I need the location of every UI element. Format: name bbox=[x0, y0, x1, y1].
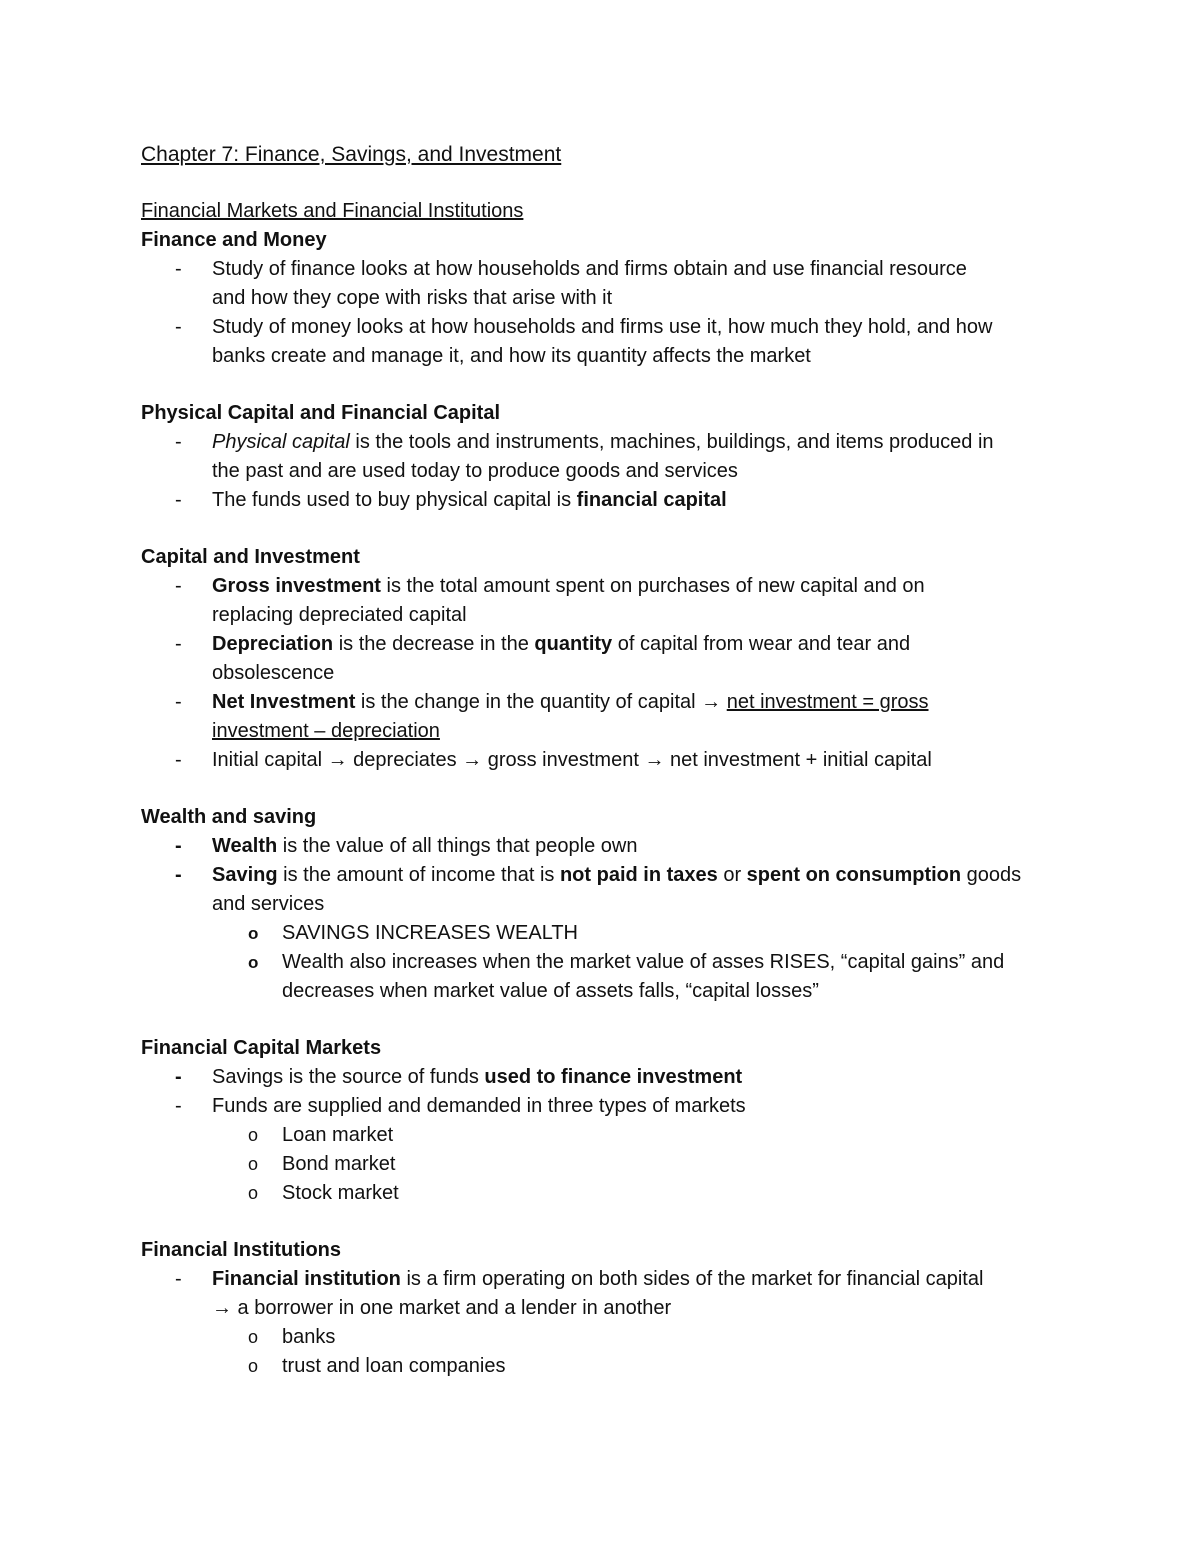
term-quantity: quantity bbox=[534, 633, 613, 655]
circle-marker: o bbox=[248, 1154, 259, 1174]
sub-bullet-bond-market: o Bond market bbox=[141, 1150, 1081, 1179]
dash-marker: - bbox=[175, 691, 182, 713]
bullet-financial-institution: - Financial institution is a firm operating on both sides of the market for financial capital bbox=[141, 1265, 1081, 1294]
sub-bullet-loan-market: o Loan market bbox=[141, 1121, 1081, 1150]
heading-capital-and-investment: Capital and Investment bbox=[141, 546, 360, 568]
bullet-continuation: replacing depreciated capital bbox=[212, 604, 467, 626]
dash-marker: - bbox=[175, 431, 182, 453]
sub-bullet-trust-and-loan: o trust and loan companies bbox=[141, 1352, 1081, 1381]
term-saving: Saving bbox=[212, 864, 278, 886]
dash-marker: - bbox=[175, 1066, 182, 1088]
bullet-continuation: banks create and manage it, and how its quantity affects the market bbox=[212, 345, 811, 367]
term-financial-institution: Financial institution bbox=[212, 1268, 401, 1290]
term-spent-on-consumption: spent on consumption bbox=[746, 864, 962, 886]
bullet-continuation: and how they cope with risks that arise with it bbox=[212, 287, 613, 309]
heading-financial-capital-markets: Financial Capital Markets bbox=[141, 1037, 382, 1059]
heading-physical-and-financial-capital: Physical Capital and Financial Capital bbox=[141, 402, 500, 424]
section-subtitle: Financial Markets and Financial Institutions bbox=[141, 200, 524, 222]
dash-marker: - bbox=[175, 1095, 182, 1117]
formula-net-investment: net investment = gross bbox=[726, 691, 929, 713]
term-net-investment: Net Investment bbox=[212, 691, 356, 713]
term-gross-investment: Gross investment bbox=[212, 575, 381, 597]
bullet-wealth: - Wealth is the value of all things that people own bbox=[141, 832, 1081, 861]
bullet-study-of-money: - Study of money looks at how households and firms use it, how much they hold, and how bbox=[141, 313, 1081, 342]
term-wealth: Wealth bbox=[212, 835, 278, 857]
bullet-continuation: the past and are used today to produce goods and services bbox=[212, 460, 738, 482]
bullet-study-of-finance: - Study of finance looks at how households and firms obtain and use financial resource bbox=[141, 255, 1081, 284]
term-depreciation: Depreciation bbox=[212, 633, 334, 655]
dash-marker: - bbox=[175, 633, 182, 655]
bullet-saving: - Saving is the amount of income that is not paid in taxes or spent on consumption goods bbox=[141, 861, 1081, 890]
heading-financial-institutions: Financial Institutions bbox=[141, 1239, 342, 1261]
term-physical-capital: Physical capital bbox=[212, 431, 350, 453]
circle-marker: o bbox=[248, 1125, 259, 1145]
circle-marker: o bbox=[248, 1327, 259, 1347]
term-used-to-finance-investment: used to finance investment bbox=[484, 1066, 743, 1088]
bullet-capital-flow: - Initial capital → depreciates → gross investment → net investment + initial capital bbox=[141, 746, 1081, 775]
bullet-financial-capital: - The funds used to buy physical capital is financial capital bbox=[141, 486, 1081, 515]
heading-finance-and-money: Finance and Money bbox=[141, 229, 327, 251]
page-title: Chapter 7: Finance, Savings, and Investment bbox=[141, 143, 562, 166]
bullet-continuation bbox=[141, 717, 1081, 746]
heading-wealth-and-saving: Wealth and saving bbox=[141, 806, 317, 828]
bullet-net-investment: - Net Investment is the change in the quantity of capital → net investment = gross bbox=[141, 688, 1081, 717]
bullet-physical-capital: - Physical capital is the tools and instruments, machines, buildings, and items produced in bbox=[141, 428, 1081, 457]
term-financial-capital: financial capital bbox=[576, 489, 727, 511]
circle-marker: o bbox=[248, 1183, 259, 1203]
sub-bullet-stock-market: o Stock market bbox=[141, 1179, 1081, 1208]
dash-marker: - bbox=[175, 1268, 182, 1290]
dash-marker: - bbox=[175, 489, 182, 511]
bullet-savings-source: - Savings is the source of funds used to finance investment bbox=[141, 1063, 1081, 1092]
dash-marker: - bbox=[175, 835, 182, 857]
circle-marker: o bbox=[248, 1356, 259, 1376]
ring-marker: o bbox=[248, 924, 259, 943]
document-page bbox=[141, 140, 1081, 1381]
dash-marker: - bbox=[175, 258, 182, 280]
formula-continuation: investment – depreciation bbox=[212, 720, 440, 742]
dash-marker: - bbox=[175, 316, 182, 338]
bullet-continuation: → a borrower in one market and a lender in another bbox=[212, 1297, 672, 1319]
sub-bullet-continuation: decreases when market value of assets falls, “capital losses” bbox=[282, 980, 819, 1002]
sub-bullet-capital-gains: o Wealth also increases when the market value of asses RISES, “capital gains” and bbox=[141, 948, 1081, 977]
arrow-icon: → bbox=[701, 691, 722, 713]
dash-marker: - bbox=[175, 864, 182, 886]
dash-marker: - bbox=[175, 575, 182, 597]
arrow-icon: → bbox=[327, 749, 348, 771]
arrow-icon: → bbox=[212, 1297, 232, 1319]
arrow-icon: → bbox=[462, 749, 483, 771]
sub-bullet-banks: o banks bbox=[141, 1323, 1081, 1352]
bullet-three-markets: - Funds are supplied and demanded in three types of markets bbox=[141, 1092, 1081, 1121]
bullet-continuation: obsolescence bbox=[212, 662, 335, 684]
bullet-continuation: and services bbox=[212, 893, 325, 915]
bullet-gross-investment: - Gross investment is the total amount spent on purchases of new capital and on bbox=[141, 572, 1081, 601]
arrow-icon: → bbox=[644, 749, 665, 771]
bullet-depreciation: - Depreciation is the decrease in the quantity of capital from wear and tear and bbox=[141, 630, 1081, 659]
sub-bullet-savings-increases-wealth: o SAVINGS INCREASES WEALTH bbox=[141, 919, 1081, 948]
ring-marker: o bbox=[248, 953, 259, 972]
dash-marker: - bbox=[175, 749, 182, 771]
term-not-paid-in-taxes: not paid in taxes bbox=[559, 864, 718, 886]
